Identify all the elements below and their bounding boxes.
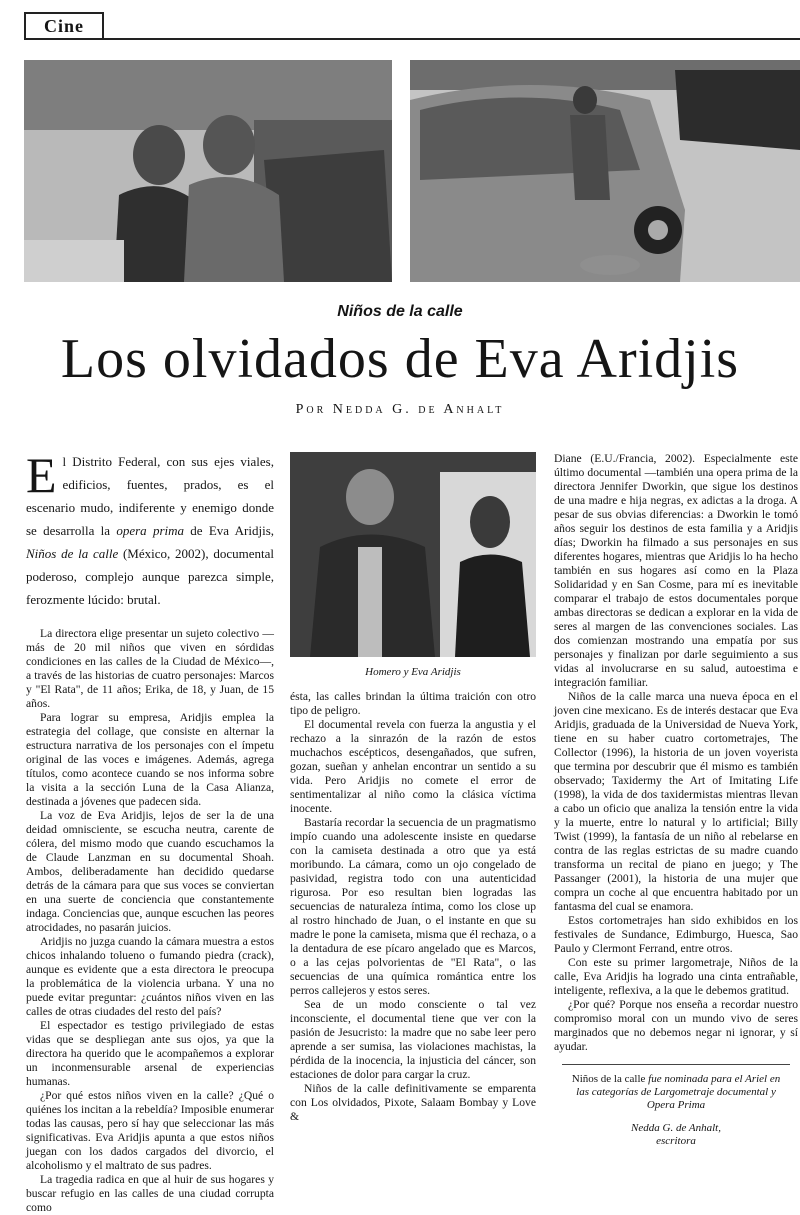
byline: Por Nedda G. de Anhalt <box>295 402 505 417</box>
section-rule <box>24 38 800 40</box>
kicker: Niños de la calle <box>337 303 463 320</box>
paragraph: Niños de la calle definitivamente se emparenta con Los olvidados, Pixote, Salaam Bombay y Love & <box>290 1082 536 1123</box>
paragraph: Sea de un modo consciente o tal vez inconsciente, el documental tiene que ver con la pasión de Jesucristo: la madre que no sabe leer pero aprende a ser sumisa, las violaciones machistas, la pérdida de la inocencia, la injusticia del cáncer, son estaciones de dolor para cargar la cruz. <box>290 998 536 1081</box>
paragraph: ¿Por qué estos niños viven en la calle? ¿Qué o quiénes los incitan a la rebeldía? Imposible enumerar todas las causas, pero sí hay que seleccionar las más significativas. Eva Aridjis apunta a que estos niños juegan con los dados cargados del divorcio, el alcoholismo y el maltrato de sus padres. <box>26 1089 274 1172</box>
section-tag: Cine <box>24 12 104 40</box>
paragraph: La voz de Eva Aridjis, lejos de ser la de una deidad omnisciente, se escucha neutra, carente de cólera, del mismo modo que cuando escuchamos la de Claude Lanzman en su documental Shoah. Ambos, deliberadamente han decidido quedarse detrás de la cámara para que sus voces se conviertan en una suerte de conciencia que constantemente indaga. Conciencias que, aunque escuchen las peores atrocidades, no pasarán juicios. <box>26 809 274 934</box>
column-1 <box>26 447 274 1215</box>
paragraph: Con este su primer largometraje, Niños de la calle, Eva Aridjis ha logrado una cinta entrañable, inteligente, reflexiva, a la que le debemos gratitud. <box>554 956 798 997</box>
paragraph: La directora elige presentar un sujeto colectivo —más de 20 mil niños que viven en sórdidas condiciones en las calles de la Ciudad de México—, a través de las historias de cuatro personajes: Marcos y "El Rata", de 11 años; Erika, de 18, y Juan, de 15 años. <box>26 627 274 710</box>
lead-text-a: l Distrito Federal, con sus ejes viales, edificios, fuentes, prados, es el escenario mudo, indiferente y enemigo donde se desarrolla la <box>26 454 274 538</box>
photo-homero-eva <box>290 452 536 657</box>
lead-text-d: Niños de la calle <box>26 546 119 561</box>
lead-text-b: opera prima <box>116 523 185 538</box>
paragraph: Estos cortometrajes han sido exhibidos en los festivales de Sundance, Edimburgo, Huesca, Sao Paulo y Clermont Ferrand, entre otros. <box>554 914 798 955</box>
paragraph: Bastaría recordar la secuencia de un pragmatismo impío cuando una adolescente insiste en quedarse con la camiseta destinada a otro que ya está moribundo. La cámara, como un ojo congelado de pasividad, registra todo con una autenticidad rigurosa. Por eso resultan bien logradas las secuencias de naturaleza íntima, como los close up al rostro hinchado de Juan, o el instante en que su madre le pone la camiseta, misma que él rechaza, o a la dentadura de ese pícaro angelado que es Marcos, o a las cejas polvorientas de "El Rata", o las secuencias de una química romántica entre los perros callejeros y estos seres. <box>290 816 536 997</box>
note-title: Niños de la calle <box>571 1073 646 1085</box>
paragraph: Aridjis no juzga cuando la cámara muestra a estos chicos inhalando tolueno o fumando piedra (crack), aunque es evidente que a esta directora le preocupa la problemática de la violencia urbana. Y una no puede evitar preguntar: ¿cuántos niños viven en las calles de otras ciudades del resto del país? <box>26 935 274 1018</box>
lead-text-c: de Eva Aridjis, <box>184 523 274 538</box>
paragraph: La tragedia radica en que al huir de sus hogares y buscar refugio en las calles de una ciudad corrupta como <box>26 1173 274 1214</box>
lead-paragraph <box>26 447 274 611</box>
lead-text-e: (México, 2002), documental poderoso, complejo aunque parezca simple, ferozmente lúcido: brutal. <box>26 546 274 607</box>
note-text: fue nominada para el Ariel en las categorías de Largometraje documental y Opera Prima <box>576 1073 781 1111</box>
column-3 <box>554 452 798 1148</box>
paragraph: ésta, las calles brindan la última traición con otro tipo de peligro. <box>290 690 536 717</box>
nomination-note <box>554 1073 798 1112</box>
photo-caption: Homero y Eva Aridjis <box>365 666 461 678</box>
photo-street-children <box>24 60 392 282</box>
paragraph: El documental revela con fuerza la angustia y el rechazo a la sinrazón de la razón de estos muchachos escépticos, desengañados, que sufren, gozan, sueñan y anhelan encontrar un sentido a su vida. Pero Aridjis no comete el error de sentimentalizar al niño como la clásica víctima inocente. <box>290 718 536 815</box>
author-name: Nedda G. de Anhalt, <box>631 1122 721 1134</box>
author-role: escritora <box>656 1135 696 1147</box>
paragraph: ¿Por qué? Porque nos enseña a recordar nuestro compromiso moral con un mundo vivo de seres marginados que no debemos negar ni ignorar, y sí ayudar. <box>554 998 798 1053</box>
headline: Los olvidados de Eva Aridjis <box>60 328 740 390</box>
paragraph: Diane (E.U./Francia, 2002). Especialmente este último documental —también una opera prima de la directora Jennifer Dworkin, que sigue los destinos de una madre e hija negras, ex adictas a la droga. A pesar de sus obvias diferencias: a Dworkin le tomó años seguir los destinos de esta familia y a Aridjis días; Dworkin ha filmado a sus personajes en sus diferentes hogares, mientras que Aridjis lo ha hecho también en sus hogares así como en la Plaza Solidaridad y en San Cosme, para mí es inevitable comparar el trabajo de estos documentales porque ambas directoras se dedican a explorar en la vida de seres al margen de las convenciones sociales. Las dos comienzan mostrando una empatía por sus personajes y finalizan por darle seguimiento a sus vidas al involucrarse en su salud, autoestima e integración familiar. <box>554 452 798 689</box>
note-rule <box>562 1064 790 1065</box>
paragraph: Niños de la calle marca una nueva época en el joven cine mexicano. Es de interés destacar que Eva Aridjis, graduada de la Universidad de Nueva York, tiene en su haber cuatro cortometrajes, The Collector (1996), la historia de un joven voyerista que termina por descubrir que él mismo es también observado; Taxidermy the Art of Imitating Life (1998), la vida de dos taxidermistas mientras llevan a cabo un oficio que analiza la tensión entre la vida y la muerte, entre lo natural y lo artificial; Billy Twist (1999), la fantasía de un niño al rebelarse en contra de las reglas estrictas de su madre cuando transforma un recital de piano en juego; y The Passanger (2001), la historia de una mujer que compra un coche al que encuentra habitado por un fantasma del cual se enamora. <box>554 690 798 913</box>
paragraph: El espectador es testigo privilegiado de estas vidas que se despliegan ante sus ojos, ya que la directora ha querido que le acompañemos a explorar un inconmensurable arsenal de experiencias humanas. <box>26 1019 274 1088</box>
photo-child-at-car <box>410 60 800 282</box>
paragraph: Para lograr su empresa, Aridjis emplea la estrategia del collage, que consiste en alternar la estructura narrativa de los personajes con el ímpetu original de las voces e imágenes. Además, agrega títulos, como acontece cuando se nos informa sobre la visita a la sección Luna de la Casa Alianza, destinada a jóvenes que padecen sida. <box>26 711 274 808</box>
column-2 <box>290 690 536 1124</box>
dropcap: E <box>26 447 57 503</box>
